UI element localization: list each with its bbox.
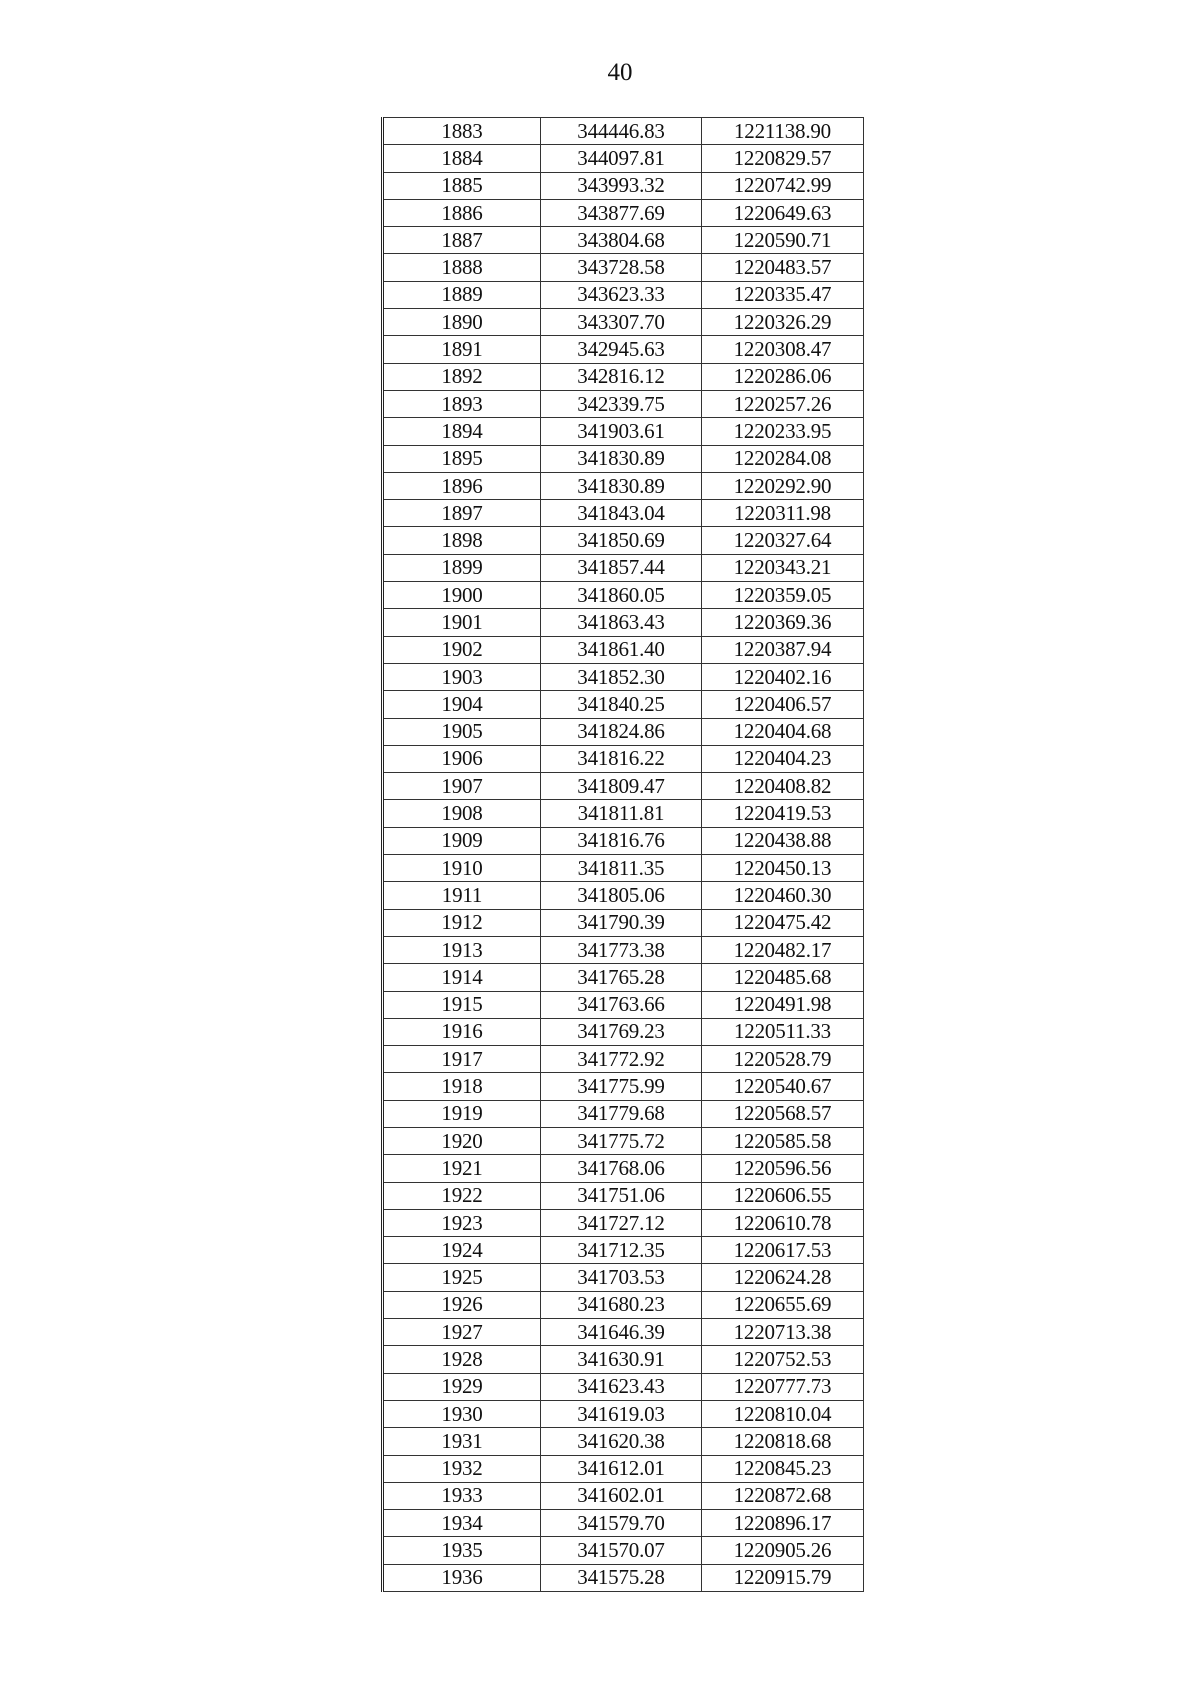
x-coordinate-cell: 341765.28 <box>541 964 702 991</box>
point-number-cell: 1911 <box>383 882 541 909</box>
x-coordinate-cell: 341727.12 <box>541 1209 702 1236</box>
point-number-cell: 1923 <box>383 1209 541 1236</box>
y-coordinate-cell: 1220438.88 <box>702 827 864 854</box>
table-row <box>383 1319 864 1346</box>
x-coordinate-cell: 341903.61 <box>541 418 702 445</box>
point-number-cell: 1885 <box>383 172 541 199</box>
y-coordinate-cell: 1220406.57 <box>702 691 864 718</box>
table-row <box>383 1209 864 1236</box>
y-coordinate-cell: 1220810.04 <box>702 1400 864 1427</box>
table-row <box>383 199 864 226</box>
x-coordinate-cell: 341602.01 <box>541 1482 702 1509</box>
table-row <box>383 172 864 199</box>
x-coordinate-cell: 343877.69 <box>541 199 702 226</box>
point-number-cell: 1906 <box>383 745 541 772</box>
table-row <box>383 773 864 800</box>
point-number-cell: 1899 <box>383 554 541 581</box>
x-coordinate-cell: 341620.38 <box>541 1428 702 1455</box>
table-row <box>383 1182 864 1209</box>
point-number-cell: 1907 <box>383 773 541 800</box>
table-row <box>383 1400 864 1427</box>
y-coordinate-cell: 1220233.95 <box>702 418 864 445</box>
table-row <box>383 281 864 308</box>
x-coordinate-cell: 341623.43 <box>541 1373 702 1400</box>
y-coordinate-cell: 1220482.17 <box>702 936 864 963</box>
y-coordinate-cell: 1220327.64 <box>702 527 864 554</box>
y-coordinate-cell: 1220896.17 <box>702 1510 864 1537</box>
point-number-cell: 1894 <box>383 418 541 445</box>
table-row <box>383 363 864 390</box>
y-coordinate-cell: 1220475.42 <box>702 909 864 936</box>
point-number-cell: 1920 <box>383 1127 541 1154</box>
x-coordinate-cell: 341775.72 <box>541 1127 702 1154</box>
table-row <box>383 663 864 690</box>
point-number-cell: 1903 <box>383 663 541 690</box>
y-coordinate-cell: 1220872.68 <box>702 1482 864 1509</box>
x-coordinate-cell: 344446.83 <box>541 118 702 145</box>
table-row <box>383 1018 864 1045</box>
table-row <box>383 336 864 363</box>
y-coordinate-cell: 1220606.55 <box>702 1182 864 1209</box>
y-coordinate-cell: 1221138.90 <box>702 118 864 145</box>
x-coordinate-cell: 341703.53 <box>541 1264 702 1291</box>
table-row <box>383 1564 864 1591</box>
y-coordinate-cell: 1220777.73 <box>702 1373 864 1400</box>
point-number-cell: 1932 <box>383 1455 541 1482</box>
y-coordinate-cell: 1220540.67 <box>702 1073 864 1100</box>
x-coordinate-cell: 341811.81 <box>541 800 702 827</box>
table-row <box>383 691 864 718</box>
y-coordinate-cell: 1220404.23 <box>702 745 864 772</box>
table-row <box>383 554 864 581</box>
point-number-cell: 1918 <box>383 1073 541 1100</box>
table-row <box>383 390 864 417</box>
y-coordinate-cell: 1220404.68 <box>702 718 864 745</box>
point-number-cell: 1924 <box>383 1237 541 1264</box>
point-number-cell: 1927 <box>383 1319 541 1346</box>
point-number-cell: 1929 <box>383 1373 541 1400</box>
y-coordinate-cell: 1220257.26 <box>702 390 864 417</box>
table-row <box>383 855 864 882</box>
x-coordinate-cell: 341863.43 <box>541 609 702 636</box>
x-coordinate-cell: 341811.35 <box>541 855 702 882</box>
y-coordinate-cell: 1220649.63 <box>702 199 864 226</box>
point-number-cell: 1897 <box>383 500 541 527</box>
x-coordinate-cell: 343307.70 <box>541 309 702 336</box>
y-coordinate-cell: 1220585.58 <box>702 1127 864 1154</box>
x-coordinate-cell: 341779.68 <box>541 1100 702 1127</box>
table-row <box>383 1373 864 1400</box>
x-coordinate-cell: 341816.22 <box>541 745 702 772</box>
point-number-cell: 1888 <box>383 254 541 281</box>
x-coordinate-cell: 341775.99 <box>541 1073 702 1100</box>
point-number-cell: 1898 <box>383 527 541 554</box>
x-coordinate-cell: 341816.76 <box>541 827 702 854</box>
point-number-cell: 1913 <box>383 936 541 963</box>
x-coordinate-cell: 341809.47 <box>541 773 702 800</box>
y-coordinate-cell: 1220450.13 <box>702 855 864 882</box>
x-coordinate-cell: 341843.04 <box>541 500 702 527</box>
point-number-cell: 1934 <box>383 1510 541 1537</box>
point-number-cell: 1910 <box>383 855 541 882</box>
table-row <box>383 1073 864 1100</box>
x-coordinate-cell: 341630.91 <box>541 1346 702 1373</box>
table-row <box>383 745 864 772</box>
x-coordinate-cell: 341575.28 <box>541 1564 702 1591</box>
coordinates-table <box>381 117 864 1592</box>
point-number-cell: 1896 <box>383 472 541 499</box>
table-row <box>383 227 864 254</box>
x-coordinate-cell: 341619.03 <box>541 1400 702 1427</box>
table-row <box>383 418 864 445</box>
x-coordinate-cell: 343804.68 <box>541 227 702 254</box>
table-row <box>383 1455 864 1482</box>
table-row <box>383 254 864 281</box>
y-coordinate-cell: 1220624.28 <box>702 1264 864 1291</box>
x-coordinate-cell: 344097.81 <box>541 145 702 172</box>
table-row <box>383 1127 864 1154</box>
y-coordinate-cell: 1220590.71 <box>702 227 864 254</box>
y-coordinate-cell: 1220335.47 <box>702 281 864 308</box>
x-coordinate-cell: 342339.75 <box>541 390 702 417</box>
x-coordinate-cell: 341570.07 <box>541 1537 702 1564</box>
point-number-cell: 1886 <box>383 199 541 226</box>
x-coordinate-cell: 341772.92 <box>541 1046 702 1073</box>
y-coordinate-cell: 1220460.30 <box>702 882 864 909</box>
table-row <box>383 1346 864 1373</box>
y-coordinate-cell: 1220369.36 <box>702 609 864 636</box>
point-number-cell: 1905 <box>383 718 541 745</box>
table-row <box>383 1237 864 1264</box>
x-coordinate-cell: 341680.23 <box>541 1291 702 1318</box>
y-coordinate-cell: 1220752.53 <box>702 1346 864 1373</box>
point-number-cell: 1900 <box>383 582 541 609</box>
point-number-cell: 1936 <box>383 1564 541 1591</box>
point-number-cell: 1933 <box>383 1482 541 1509</box>
point-number-cell: 1919 <box>383 1100 541 1127</box>
table-row <box>383 936 864 963</box>
point-number-cell: 1902 <box>383 636 541 663</box>
point-number-cell: 1935 <box>383 1537 541 1564</box>
table-row <box>383 1264 864 1291</box>
table-row <box>383 472 864 499</box>
y-coordinate-cell: 1220483.57 <box>702 254 864 281</box>
x-coordinate-cell: 341769.23 <box>541 1018 702 1045</box>
x-coordinate-cell: 343623.33 <box>541 281 702 308</box>
point-number-cell: 1917 <box>383 1046 541 1073</box>
y-coordinate-cell: 1220491.98 <box>702 991 864 1018</box>
x-coordinate-cell: 341712.35 <box>541 1237 702 1264</box>
point-number-cell: 1916 <box>383 1018 541 1045</box>
table-row <box>383 991 864 1018</box>
point-number-cell: 1921 <box>383 1155 541 1182</box>
point-number-cell: 1915 <box>383 991 541 1018</box>
y-coordinate-cell: 1220829.57 <box>702 145 864 172</box>
y-coordinate-cell: 1220359.05 <box>702 582 864 609</box>
point-number-cell: 1912 <box>383 909 541 936</box>
y-coordinate-cell: 1220284.08 <box>702 445 864 472</box>
x-coordinate-cell: 342816.12 <box>541 363 702 390</box>
point-number-cell: 1891 <box>383 336 541 363</box>
y-coordinate-cell: 1220511.33 <box>702 1018 864 1045</box>
x-coordinate-cell: 341852.30 <box>541 663 702 690</box>
x-coordinate-cell: 341790.39 <box>541 909 702 936</box>
table-row <box>383 1046 864 1073</box>
table-row <box>383 500 864 527</box>
table-row <box>383 1155 864 1182</box>
point-number-cell: 1901 <box>383 609 541 636</box>
x-coordinate-cell: 343728.58 <box>541 254 702 281</box>
point-number-cell: 1887 <box>383 227 541 254</box>
point-number-cell: 1925 <box>383 1264 541 1291</box>
coordinates-table-body <box>383 118 864 1592</box>
point-number-cell: 1931 <box>383 1428 541 1455</box>
table-row <box>383 582 864 609</box>
table-row <box>383 445 864 472</box>
x-coordinate-cell: 341768.06 <box>541 1155 702 1182</box>
point-number-cell: 1893 <box>383 390 541 417</box>
table-row <box>383 1291 864 1318</box>
table-row <box>383 827 864 854</box>
table-row <box>383 145 864 172</box>
y-coordinate-cell: 1220596.56 <box>702 1155 864 1182</box>
page-number: 40 <box>607 59 633 86</box>
table-row <box>383 1482 864 1509</box>
x-coordinate-cell: 341805.06 <box>541 882 702 909</box>
point-number-cell: 1892 <box>383 363 541 390</box>
table-row <box>383 527 864 554</box>
point-number-cell: 1922 <box>383 1182 541 1209</box>
x-coordinate-cell: 341830.89 <box>541 472 702 499</box>
y-coordinate-cell: 1220408.82 <box>702 773 864 800</box>
y-coordinate-cell: 1220845.23 <box>702 1455 864 1482</box>
y-coordinate-cell: 1220419.53 <box>702 800 864 827</box>
point-number-cell: 1914 <box>383 964 541 991</box>
x-coordinate-cell: 341850.69 <box>541 527 702 554</box>
table-row <box>383 718 864 745</box>
y-coordinate-cell: 1220818.68 <box>702 1428 864 1455</box>
table-row <box>383 800 864 827</box>
y-coordinate-cell: 1220905.26 <box>702 1537 864 1564</box>
y-coordinate-cell: 1220286.06 <box>702 363 864 390</box>
table-row <box>383 609 864 636</box>
table-row <box>383 636 864 663</box>
y-coordinate-cell: 1220528.79 <box>702 1046 864 1073</box>
y-coordinate-cell: 1220568.57 <box>702 1100 864 1127</box>
y-coordinate-cell: 1220713.38 <box>702 1319 864 1346</box>
x-coordinate-cell: 343993.32 <box>541 172 702 199</box>
x-coordinate-cell: 341824.86 <box>541 718 702 745</box>
point-number-cell: 1928 <box>383 1346 541 1373</box>
x-coordinate-cell: 342945.63 <box>541 336 702 363</box>
x-coordinate-cell: 341830.89 <box>541 445 702 472</box>
point-number-cell: 1890 <box>383 309 541 336</box>
x-coordinate-cell: 341612.01 <box>541 1455 702 1482</box>
y-coordinate-cell: 1220485.68 <box>702 964 864 991</box>
x-coordinate-cell: 341840.25 <box>541 691 702 718</box>
point-number-cell: 1908 <box>383 800 541 827</box>
table-row <box>383 118 864 145</box>
y-coordinate-cell: 1220326.29 <box>702 309 864 336</box>
y-coordinate-cell: 1220402.16 <box>702 663 864 690</box>
x-coordinate-cell: 341579.70 <box>541 1510 702 1537</box>
point-number-cell: 1889 <box>383 281 541 308</box>
table-row <box>383 309 864 336</box>
x-coordinate-cell: 341773.38 <box>541 936 702 963</box>
x-coordinate-cell: 341646.39 <box>541 1319 702 1346</box>
y-coordinate-cell: 1220308.47 <box>702 336 864 363</box>
x-coordinate-cell: 341751.06 <box>541 1182 702 1209</box>
y-coordinate-cell: 1220311.98 <box>702 500 864 527</box>
point-number-cell: 1909 <box>383 827 541 854</box>
table-row <box>383 1510 864 1537</box>
table-row <box>383 1100 864 1127</box>
table-row <box>383 1428 864 1455</box>
table-row <box>383 1537 864 1564</box>
table-row <box>383 964 864 991</box>
y-coordinate-cell: 1220655.69 <box>702 1291 864 1318</box>
y-coordinate-cell: 1220915.79 <box>702 1564 864 1591</box>
table-row <box>383 909 864 936</box>
point-number-cell: 1930 <box>383 1400 541 1427</box>
point-number-cell: 1926 <box>383 1291 541 1318</box>
y-coordinate-cell: 1220292.90 <box>702 472 864 499</box>
y-coordinate-cell: 1220387.94 <box>702 636 864 663</box>
x-coordinate-cell: 341860.05 <box>541 582 702 609</box>
x-coordinate-cell: 341857.44 <box>541 554 702 581</box>
y-coordinate-cell: 1220343.21 <box>702 554 864 581</box>
x-coordinate-cell: 341763.66 <box>541 991 702 1018</box>
y-coordinate-cell: 1220610.78 <box>702 1209 864 1236</box>
point-number-cell: 1895 <box>383 445 541 472</box>
point-number-cell: 1883 <box>383 118 541 145</box>
x-coordinate-cell: 341861.40 <box>541 636 702 663</box>
y-coordinate-cell: 1220617.53 <box>702 1237 864 1264</box>
point-number-cell: 1884 <box>383 145 541 172</box>
table-row <box>383 882 864 909</box>
point-number-cell: 1904 <box>383 691 541 718</box>
y-coordinate-cell: 1220742.99 <box>702 172 864 199</box>
